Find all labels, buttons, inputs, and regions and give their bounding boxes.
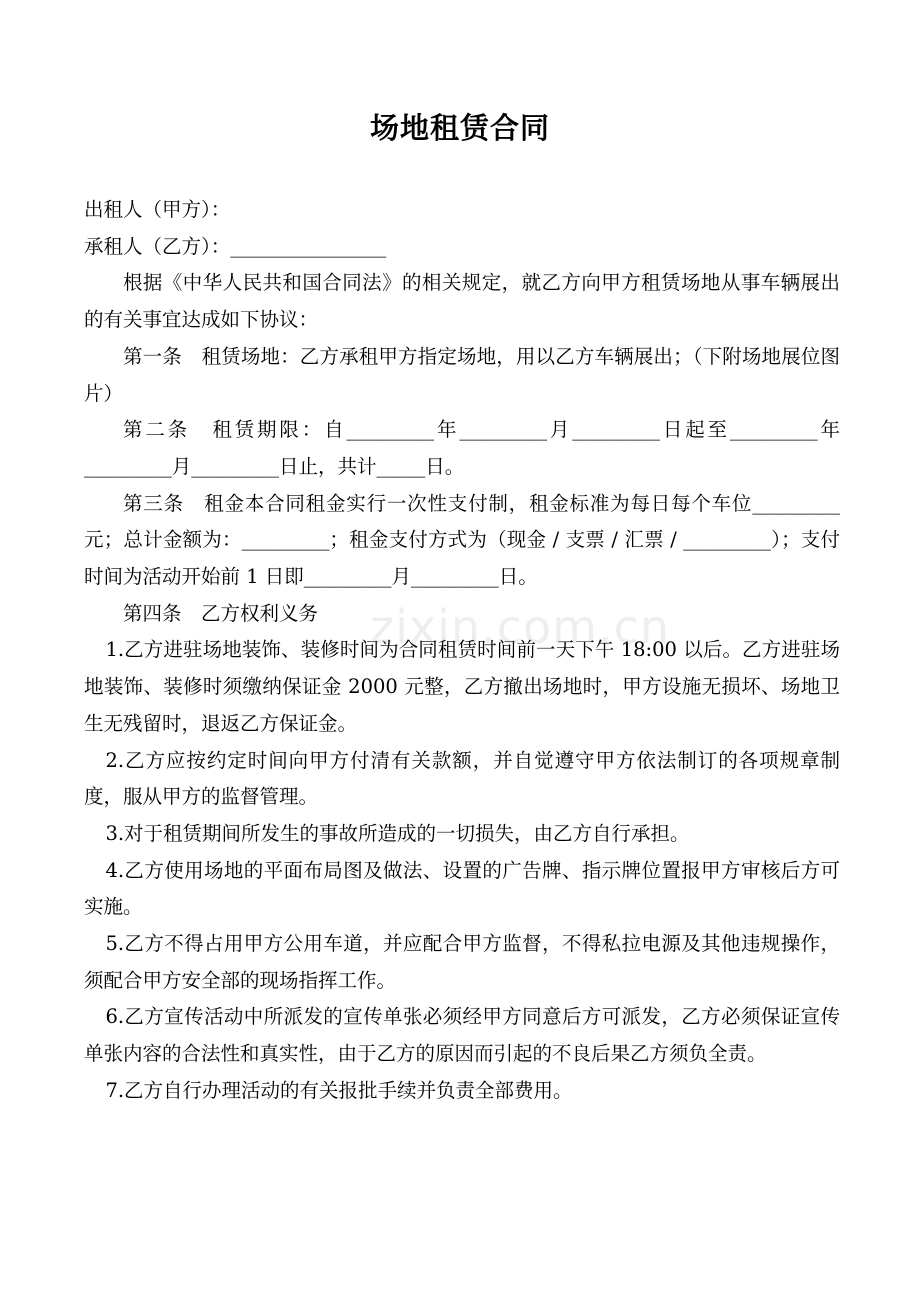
document-body: [84, 192, 840, 1110]
document-title: 场地租赁合同: [369, 111, 550, 145]
preamble-paragraph: 根据《中华人民共和国合同法》的相关规定，就乙方向甲方租赁场地从事车辆展出的有关事宜达成如下协议：: [84, 271, 840, 332]
article-2: 第二条 租赁期限：自_________年_________月_________日起至_________年_________月_________日止，共计_____日。: [84, 418, 840, 478]
article-4-heading: 第四条 乙方权利义务: [123, 601, 319, 625]
clause-7: 7.乙方自行办理活动的有关报批手续并负责全部费用。: [105, 1078, 573, 1102]
clause-5: 5.乙方不得占用甲方公用车道，并应配合甲方监督，不得私拉电源及其他违规操作，须配合甲方安全部的现场指挥工作。: [84, 932, 840, 992]
lessor-line: 出租人（甲方）：: [84, 198, 231, 221]
lessee-line: 承租人（乙方）：________________: [84, 234, 387, 258]
article-1: 第一条 租赁场地：乙方承租甲方指定场地，用以乙方车辆展出；（下附场地展位图片）: [84, 344, 840, 405]
clause-1: 1.乙方进驻场地装饰、装修时间为合同租赁时间前一天下午 18:00 以后。乙方进驻场地装饰、装修时须缴纳保证金 2000 元整，乙方撤出场地时，甲方设施无损坏、场地卫生无残留时，退返乙方保证金。: [84, 638, 840, 735]
clause-3: 3.对于租赁期间所发生的事故所造成的一切损失，由乙方自行承担。: [105, 821, 690, 845]
article-3: 第三条 租金本合同租金实行一次性支付制，租金标准为每日每个车位_________元；总计金额为：_________；租金支付方式为（现金 / 支票 / 汇票 / _________）；支付时间为活动开始前 1 日即_________月_________日。: [84, 491, 840, 589]
clause-4: 4.乙方使用场地的平面布局图及做法、设置的广告牌、指示牌位置报甲方审核后方可实施。: [84, 858, 840, 919]
clause-6: 6.乙方宣传活动中所派发的宣传单张必须经甲方同意后方可派发，乙方必须保证宣传单张内容的合法性和真实性，由于乙方的原因而引起的不良后果乙方须负全责。: [84, 1005, 840, 1066]
clause-2: 2.乙方应按约定时间向甲方付清有关款额，并自觉遵守甲方依法制订的各项规章制度，服从甲方的监督管理。: [84, 748, 840, 809]
watermark-text: zixin.com.cn: [370, 600, 671, 654]
